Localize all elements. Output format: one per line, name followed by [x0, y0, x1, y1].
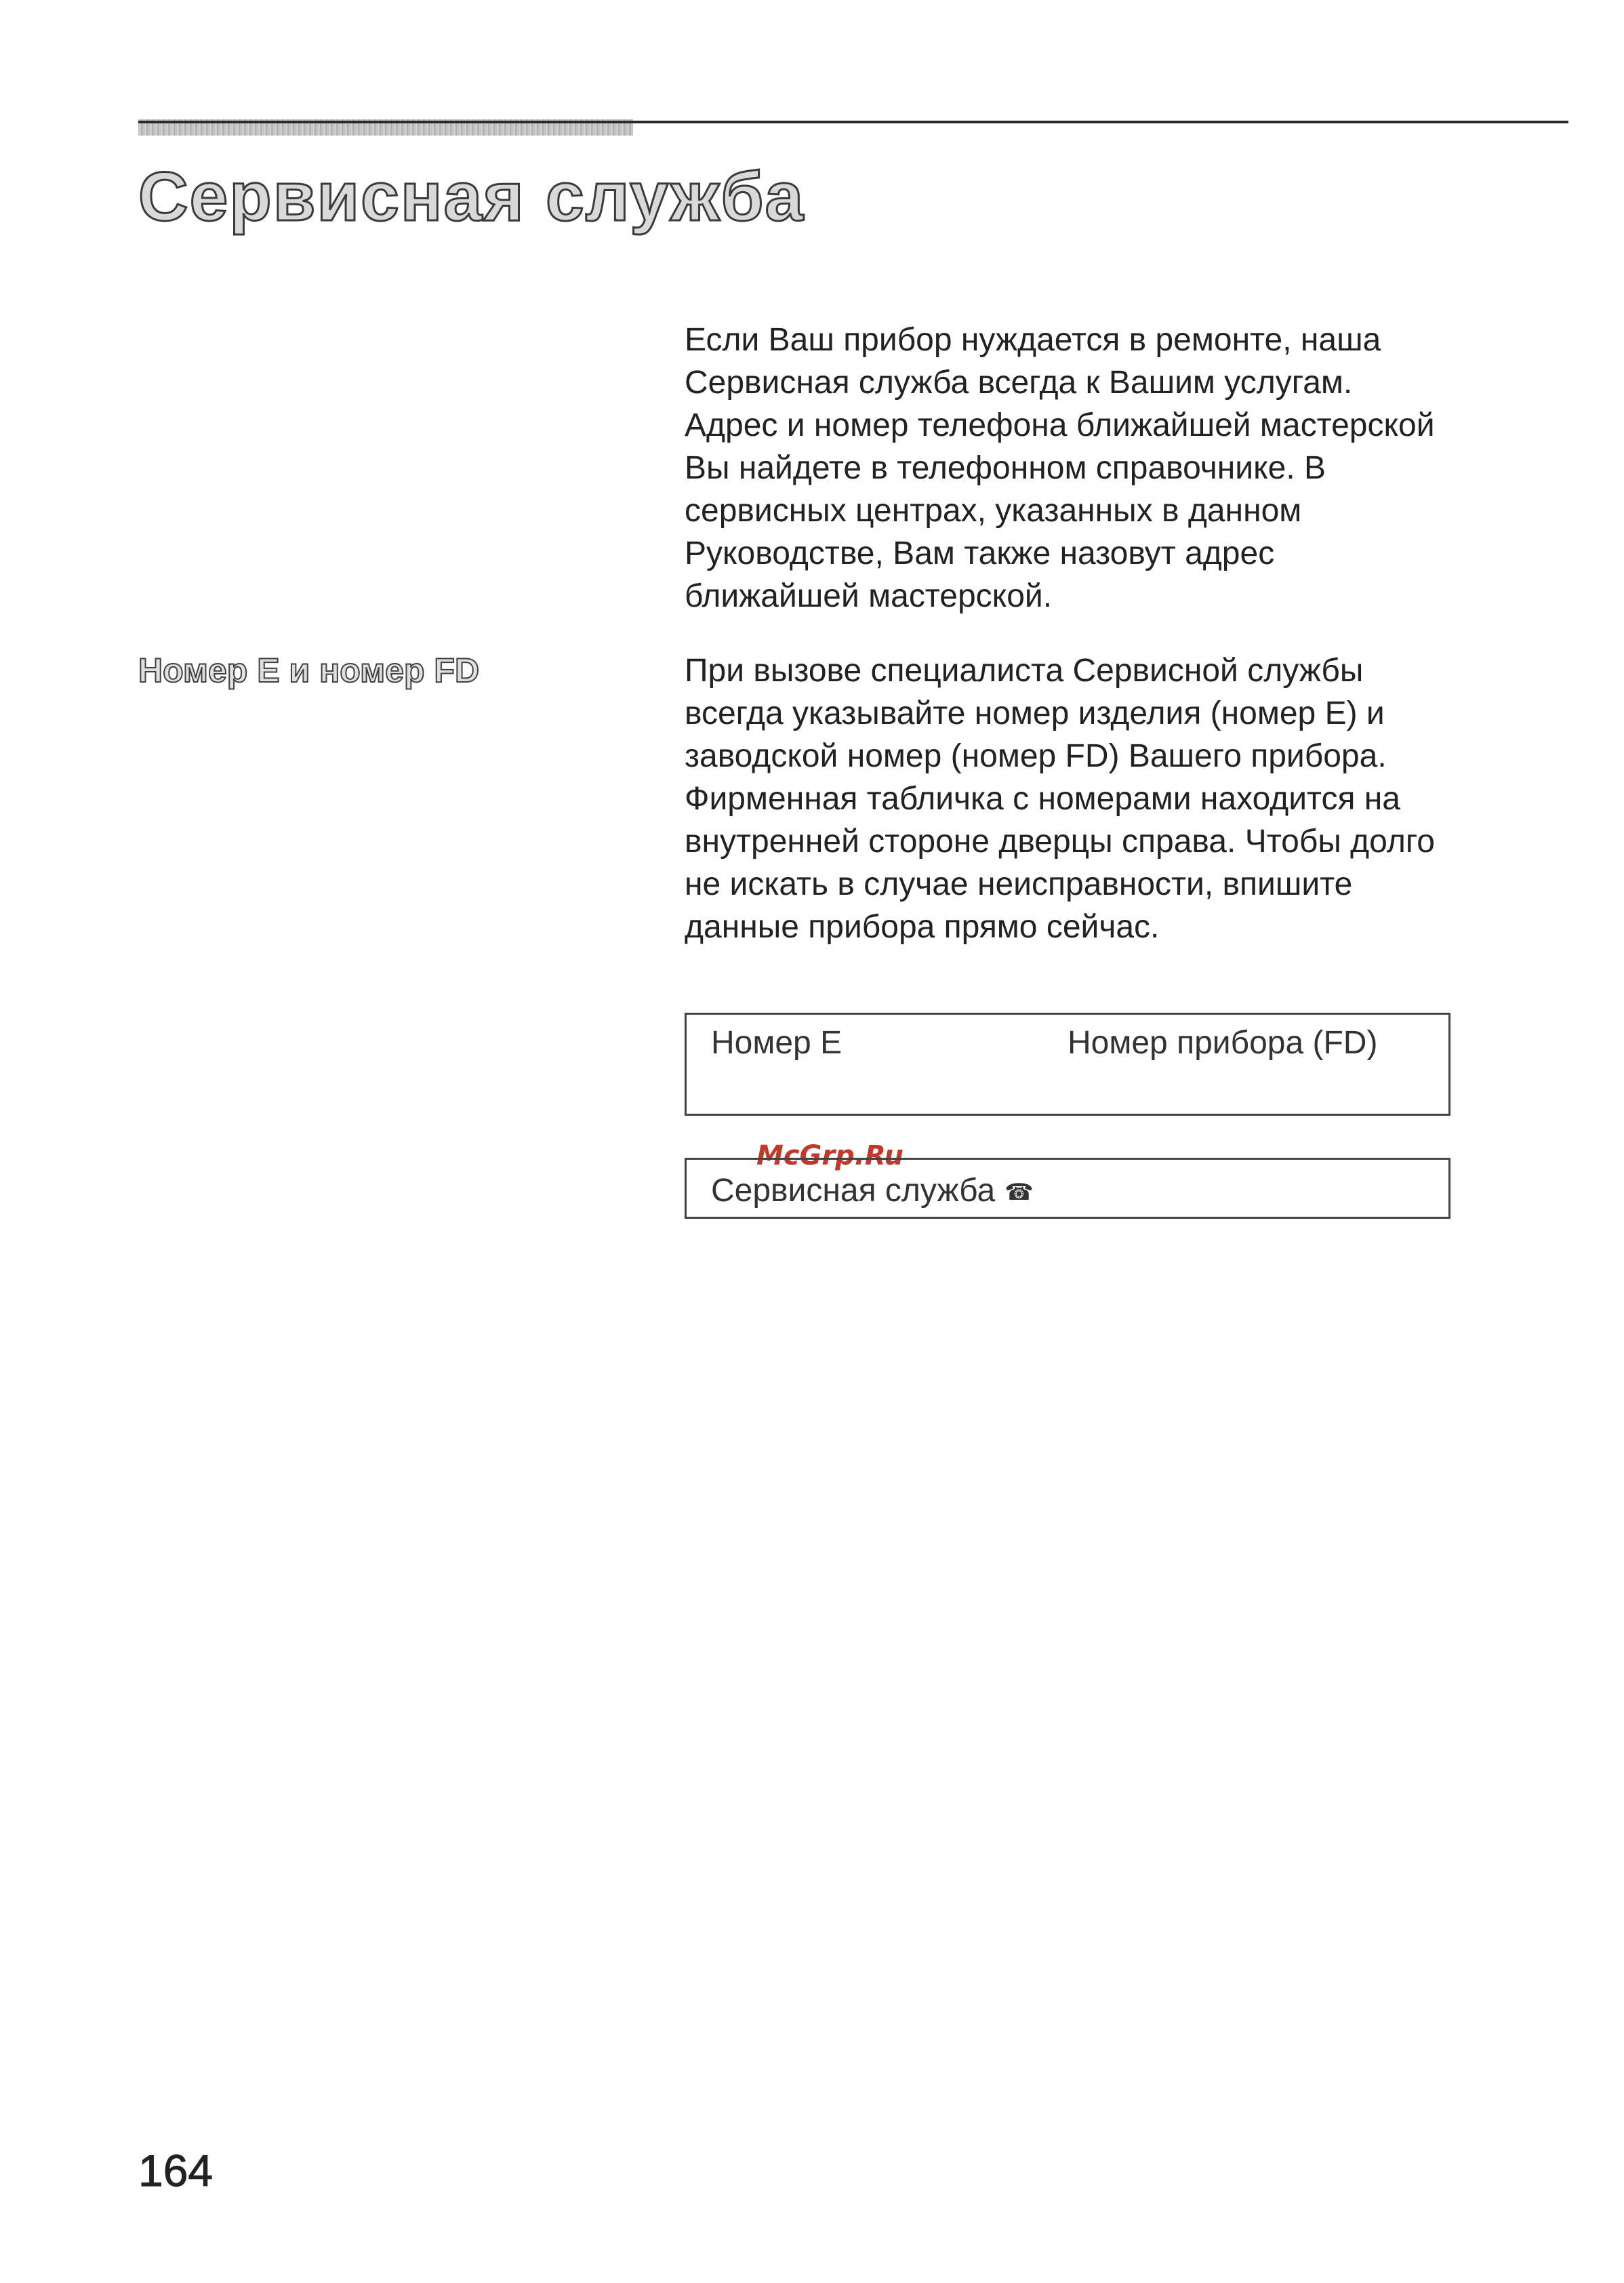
numbers-line: При вызове специалиста Сервисной службы: [685, 653, 1364, 689]
intro-line: Сервисная служба всегда к Вашим услугам.: [685, 365, 1353, 401]
header-rule: [138, 121, 1568, 123]
numbers-line: внутренней стороне дверцы справа. Чтобы долго: [685, 824, 1435, 860]
device-numbers-form[interactable]: [685, 1013, 1450, 1116]
section-heading-numbers: Номер E и номер FD: [138, 651, 480, 689]
numbers-line: не искать в случае неисправности, впишите: [685, 866, 1353, 902]
numbers-line: данные прибора прямо сейчас.: [685, 909, 1160, 945]
intro-line: Вы найдете в телефонном справочнике. В: [685, 450, 1326, 486]
intro-paragraph: [685, 319, 1566, 618]
intro-line: сервисных центрах, указанных в данном: [685, 493, 1302, 529]
intro-line: ближайшей мастерской.: [685, 578, 1053, 614]
intro-line: Адрес и номер телефона ближайшей мастерской: [685, 407, 1435, 443]
numbers-line: Фирменная табличка с номерами находится на: [685, 781, 1400, 817]
phone-icon: ☎: [1004, 1179, 1034, 1206]
e-number-label: Номер E: [711, 1025, 843, 1061]
service-field: [711, 1172, 1034, 1209]
page-title: Сервисная служба: [138, 158, 805, 235]
service-phone-form[interactable]: [685, 1158, 1450, 1219]
numbers-line: всегда указывайте номер изделия (номер E) и: [685, 695, 1385, 731]
page-number: 164: [138, 2145, 214, 2196]
watermark: McGrp.Ru: [756, 1140, 904, 1171]
fd-number-label: Номер прибора (FD): [1068, 1025, 1378, 1061]
numbers-paragraph: [685, 649, 1566, 948]
intro-line: Руководстве, Вам также назовут адрес: [685, 536, 1275, 571]
intro-line: Если Ваш прибор нуждается в ремонте, наша: [685, 322, 1381, 358]
numbers-line: заводской номер (номер FD) Вашего прибора.: [685, 738, 1387, 774]
service-label: Сервисная служба: [711, 1173, 996, 1209]
